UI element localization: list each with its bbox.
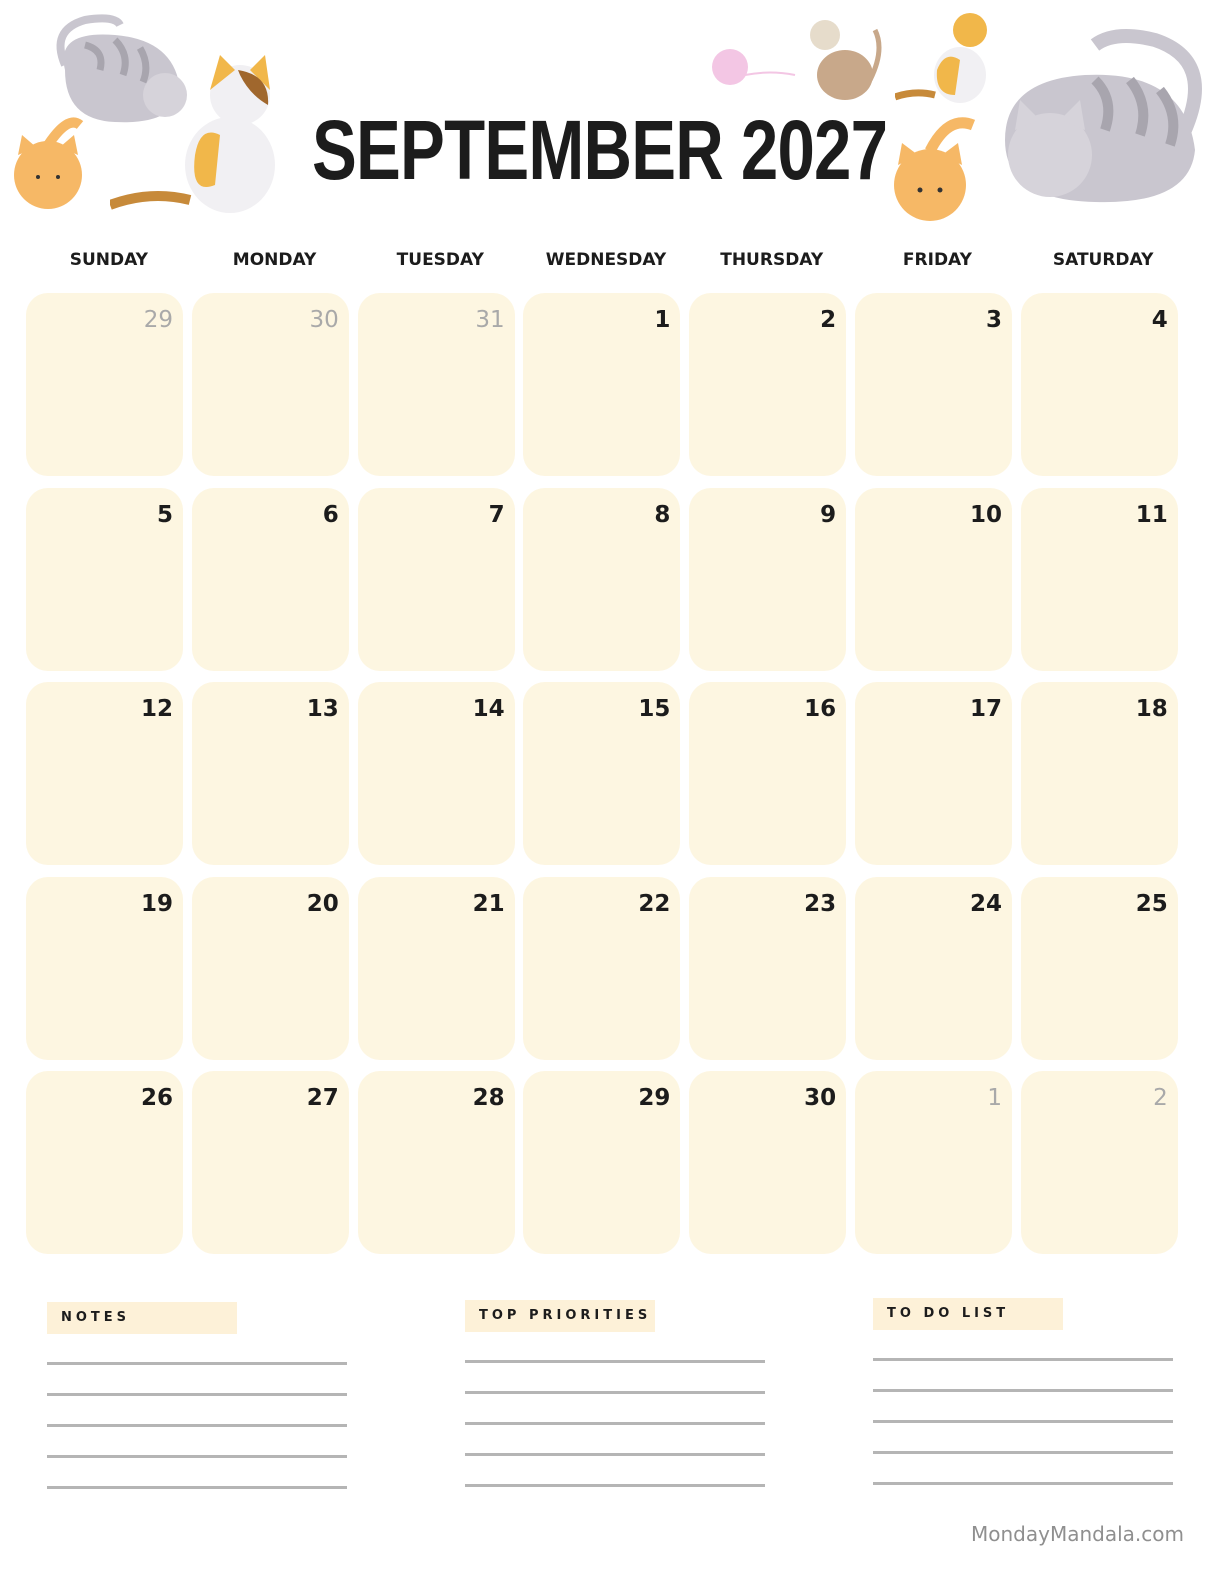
day-number: 27 (306, 1085, 339, 1111)
day-number: 9 (820, 501, 837, 528)
day-cell[interactable] (358, 682, 515, 865)
priorities-section (465, 1300, 765, 1487)
day-number: 12 (140, 696, 173, 722)
day-cell[interactable] (855, 682, 1012, 865)
day-number: 5 (156, 501, 173, 528)
yarn-ball-illustration (710, 45, 800, 90)
day-cell[interactable] (1021, 682, 1178, 865)
day-cell[interactable] (523, 1071, 680, 1254)
day-cell[interactable] (689, 877, 846, 1060)
day-cell[interactable] (689, 682, 846, 865)
calico-cat-illustration (110, 45, 290, 215)
day-cell[interactable] (1021, 1071, 1178, 1254)
day-cell[interactable] (855, 1071, 1012, 1254)
day-number: 30 (804, 1085, 837, 1111)
day-number: 28 (472, 1085, 505, 1111)
day-cell[interactable] (358, 1071, 515, 1254)
day-cell[interactable] (192, 877, 349, 1060)
day-number: 6 (322, 501, 339, 528)
day-number: 29 (143, 307, 173, 333)
orange-kitten-illustration (8, 115, 88, 220)
day-cell[interactable] (192, 682, 349, 865)
day-cell[interactable] (26, 877, 183, 1060)
notes-section (47, 1302, 347, 1489)
day-cell[interactable] (855, 293, 1012, 476)
day-number: 10 (969, 501, 1002, 528)
todo-line[interactable] (873, 1420, 1173, 1423)
page-title: SEPTEMBER 2027 (312, 103, 888, 197)
day-number: 22 (638, 890, 671, 917)
day-number: 18 (1135, 696, 1168, 722)
weekday-label: TUESDAY (396, 250, 484, 270)
day-cell[interactable] (855, 488, 1012, 671)
day-cell[interactable] (523, 682, 680, 865)
todo-line[interactable] (873, 1482, 1173, 1485)
day-number: 1 (654, 307, 671, 333)
day-number: 7 (488, 501, 505, 528)
calendar-grid (26, 293, 1182, 1254)
note-line[interactable] (47, 1362, 347, 1365)
watermark: MondayMandala.com (971, 1522, 1184, 1546)
day-number: 13 (306, 696, 339, 722)
weekday-header (26, 250, 1186, 270)
day-cell[interactable] (689, 293, 846, 476)
priority-line[interactable] (465, 1422, 765, 1425)
day-number: 4 (1151, 307, 1168, 333)
note-line[interactable] (47, 1486, 347, 1489)
weekday-label: MONDAY (232, 250, 317, 270)
note-line[interactable] (47, 1424, 347, 1427)
day-number: 8 (654, 501, 671, 528)
day-cell[interactable] (523, 293, 680, 476)
day-cell[interactable] (1021, 877, 1178, 1060)
day-number: 2 (820, 307, 837, 333)
priority-line[interactable] (465, 1453, 765, 1456)
todo-section (873, 1298, 1173, 1485)
brown-cat-illustration (790, 10, 885, 105)
day-number: 11 (1135, 501, 1168, 528)
day-number: 15 (638, 696, 671, 722)
day-cell[interactable] (192, 1071, 349, 1254)
day-number: 23 (804, 890, 837, 917)
day-cell[interactable] (1021, 293, 1178, 476)
day-number: 26 (140, 1085, 173, 1111)
day-number: 19 (140, 890, 173, 917)
notes-header: NOTES (47, 1302, 237, 1334)
weekday-label: WEDNESDAY (545, 250, 667, 270)
weekday-label: THURSDAY (720, 250, 824, 270)
priority-line[interactable] (465, 1391, 765, 1394)
day-number: 30 (309, 307, 339, 333)
priority-line[interactable] (465, 1360, 765, 1363)
small-calico-cat-illustration (895, 5, 995, 105)
day-cell[interactable] (192, 488, 349, 671)
day-cell[interactable] (26, 293, 183, 476)
weekday-label: SATURDAY (1052, 250, 1154, 270)
day-cell[interactable] (358, 877, 515, 1060)
todo-header: TO DO LIST (873, 1298, 1063, 1330)
todo-line[interactable] (873, 1451, 1173, 1454)
day-cell[interactable] (26, 488, 183, 671)
todo-line[interactable] (873, 1358, 1173, 1361)
day-number: 31 (475, 307, 505, 333)
day-number: 25 (1135, 890, 1168, 917)
weekday-label: SUNDAY (69, 250, 148, 270)
day-number: 1 (987, 1085, 1002, 1111)
day-number: 3 (985, 307, 1002, 333)
day-cell[interactable] (1021, 488, 1178, 671)
day-cell[interactable] (523, 877, 680, 1060)
day-cell[interactable] (192, 293, 349, 476)
weekday-label: FRIDAY (902, 250, 972, 270)
day-cell[interactable] (855, 877, 1012, 1060)
day-number: 2 (1153, 1085, 1168, 1111)
day-cell[interactable] (358, 488, 515, 671)
priorities-header: TOP PRIORITIES (465, 1300, 655, 1332)
day-number: 17 (969, 696, 1002, 722)
day-number: 24 (969, 890, 1002, 917)
orange-kitten-right-illustration (888, 115, 978, 235)
day-cell[interactable] (689, 1071, 846, 1254)
big-gray-cat-illustration (985, 20, 1205, 210)
day-number: 29 (638, 1085, 671, 1111)
priority-line[interactable] (465, 1484, 765, 1487)
day-number: 20 (306, 890, 339, 917)
day-cell[interactable] (26, 682, 183, 865)
day-number: 16 (804, 696, 837, 722)
day-cell[interactable] (26, 1071, 183, 1254)
day-cell[interactable] (689, 488, 846, 671)
day-cell[interactable] (523, 488, 680, 671)
day-number: 21 (472, 890, 505, 917)
day-number: 14 (472, 696, 505, 722)
note-line[interactable] (47, 1393, 347, 1396)
day-cell[interactable] (358, 293, 515, 476)
note-line[interactable] (47, 1455, 347, 1458)
todo-line[interactable] (873, 1389, 1173, 1392)
